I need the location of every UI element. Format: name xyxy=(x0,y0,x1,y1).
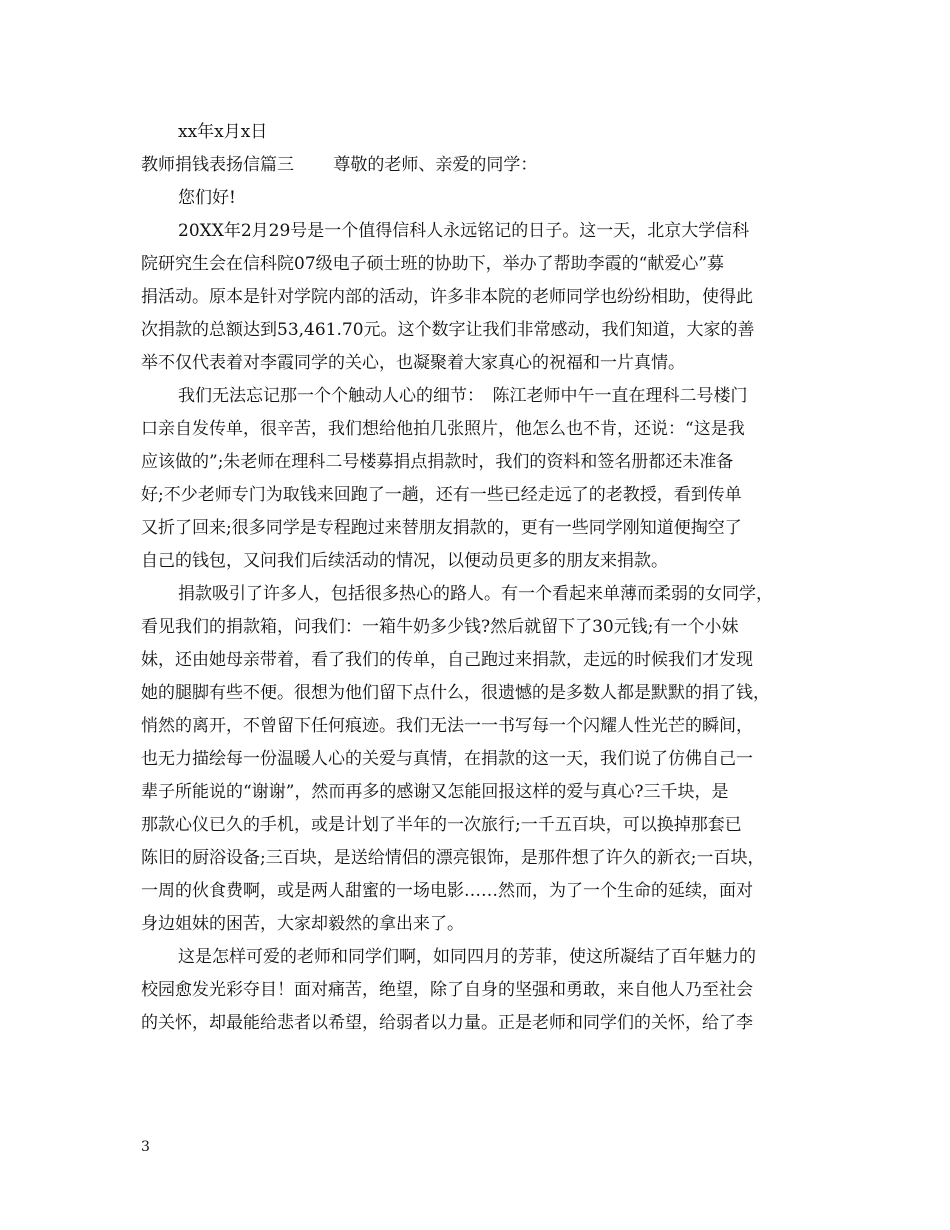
paragraph-line: 这是怎样可爱的老师和同学们啊，如同四月的芳菲，使这所凝结了百年魅力的 xyxy=(178,947,756,967)
paragraph-2 xyxy=(141,380,821,578)
letter-heading: 教师捐钱表扬信篇三 尊敬的老师、亲爱的同学： xyxy=(141,155,538,175)
paragraph-line: 应该做的”;朱老师在理科二号楼募捐点捐款时，我们的资料和签名册都还未准备 xyxy=(141,452,734,472)
paragraph-line: 那款心仪已久的手机，或是计划了半年的一次旅行;一千五百块，可以换掉那套已 xyxy=(141,815,742,835)
paragraph-line: 院研究生会在信科院07级电子硕士班的协助下，举办了帮助李霞的“献爱心”募 xyxy=(141,254,725,274)
paragraph-line: 辈子所能说的“谢谢”，然而再多的感谢又怎能回报这样的爱与真心?三千块，是 xyxy=(141,782,729,802)
document-body xyxy=(141,116,821,1040)
paragraph-4 xyxy=(141,941,821,1040)
paragraph-line: 身边姐妹的困苦，大家却毅然的拿出来了。 xyxy=(141,914,464,934)
paragraph-line: 的关怀，却最能给悲者以希望，给弱者以力量。正是老师和同学们的关怀，给了李 xyxy=(141,1013,753,1033)
paragraph-line: 一周的伙食费啊，或是两人甜蜜的一场电影……然而，为了一个生命的延续，面对 xyxy=(141,881,753,901)
paragraph-line: 捐款吸引了许多人，包括很多热心的路人。有一个看起来单薄而柔弱的女同学， xyxy=(178,584,773,604)
paragraph-line: 陈旧的厨浴设备;三百块，是送给情侣的漂亮银饰，是那件想了许久的新衣;一百块， xyxy=(141,848,765,868)
page-number: 3 xyxy=(141,1139,150,1155)
paragraph-line: 好;不少老师专门为取钱来回跑了一趟，还有一些已经走远了的老教授，看到传单 xyxy=(141,485,742,505)
paragraph-line: 我们无法忘记那一个个触动人心的细节： 陈江老师中午一直在理科二号楼门 xyxy=(178,386,748,406)
paragraph-line: 口亲自发传单，很辛苦，我们想给他拍几张照片，他怎么也不肯，还说：“这是我 xyxy=(141,419,745,439)
paragraph-line: 又折了回来;很多同学是专程跑过来替朋友捐款的，更有一些同学刚知道便掏空了 xyxy=(141,518,742,538)
paragraph-line: 次捐款的总额达到53,461.70元。这个数字让我们非常感动，我们知道，大家的善 xyxy=(141,320,755,340)
paragraph-line: 悄然的离开，不曾留下任何痕迹。我们无法一一书写每一个闪耀人性光芒的瞬间， xyxy=(141,716,753,736)
paragraph-line: 她的腿脚有些不便。很想为他们留下点什么，很遗憾的是多数人都是默默的捐了钱， xyxy=(141,683,770,703)
paragraph-line: 自己的钱包，又问我们后续活动的情况，以便动员更多的朋友来捐款。 xyxy=(141,551,668,571)
greeting: 您们好! xyxy=(178,188,236,208)
paragraph-3 xyxy=(141,578,821,941)
paragraph-line: 也无力描绘每一份温暖人心的关爱与真情，在捐款的这一天，我们说了仿佛自己一 xyxy=(141,749,753,769)
paragraph-line: 20XX年2月29号是一个值得信科人永远铭记的日子。这一天，北京大学信科 xyxy=(178,221,750,241)
paragraph-line: 看见我们的捐款箱，问我们：一箱牛奶多少钱?然后就留下了30元钱;有一个小妹 xyxy=(141,617,739,637)
paragraph-line: 妹，还由她母亲带着，看了我们的传单，自己跑过来捐款，走远的时候我们才发现 xyxy=(141,650,753,670)
paragraph-line: 举不仅代表着对李霞同学的关心，也凝聚着大家真心的祝福和一片真情。 xyxy=(141,353,685,373)
paragraph-line: 捐活动。原本是针对学院内部的活动，许多非本院的老师同学也纷纷相助，使得此 xyxy=(141,287,753,307)
paragraph-line: 校园愈发光彩夺目！面对痛苦，绝望，除了自身的坚强和勇敢，来自他人乃至社会 xyxy=(141,980,753,1000)
date-line: xx年x月x日 xyxy=(178,122,268,142)
paragraph-1 xyxy=(141,215,821,380)
